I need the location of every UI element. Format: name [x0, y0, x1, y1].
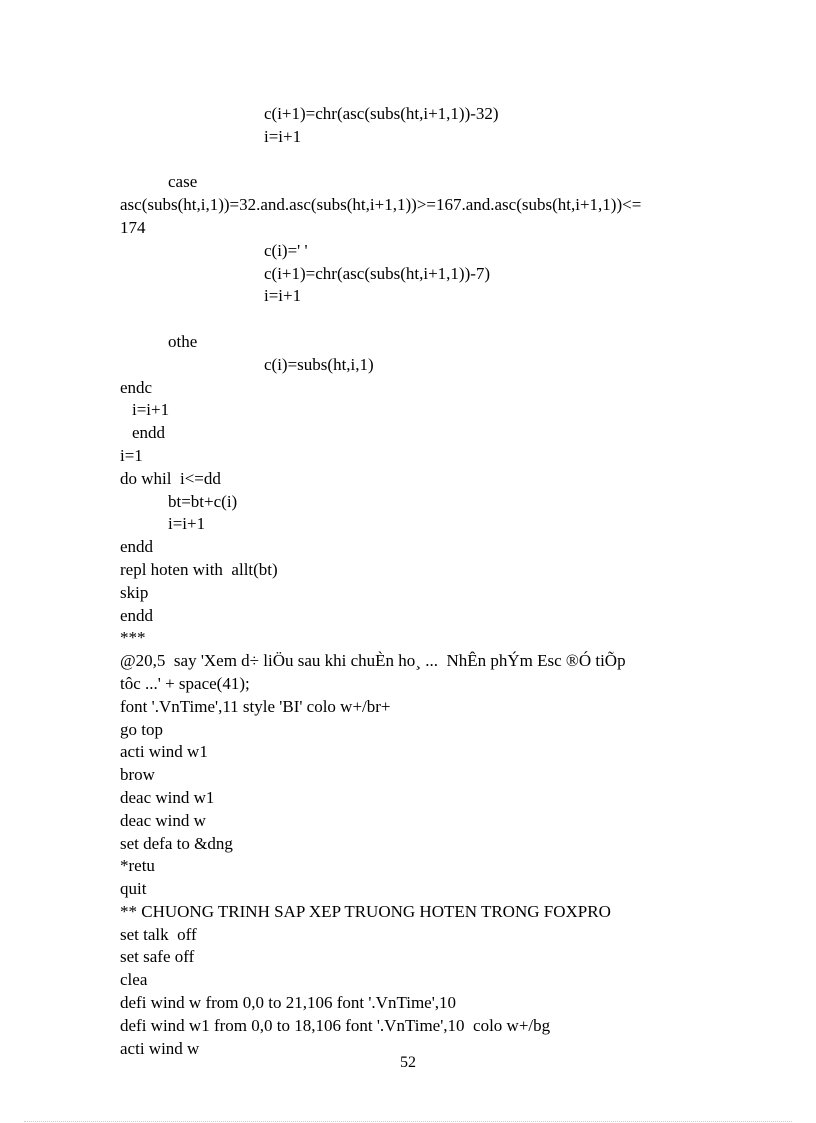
- code-line: do whil i<=dd: [120, 468, 221, 488]
- code-line: acti wind w1: [120, 742, 208, 762]
- code-line: i=i+1: [264, 126, 302, 146]
- code-line: bt=bt+c(i): [168, 491, 238, 511]
- code-line: endd: [132, 423, 166, 443]
- code-line: i=i+1: [168, 514, 206, 534]
- page-bottom-divider: [24, 1121, 792, 1122]
- code-line: ***: [120, 628, 146, 648]
- code-line: defi wind w from 0,0 to 21,106 font '.VnTime',10: [120, 993, 457, 1013]
- code-line: othe: [168, 331, 198, 351]
- code-line: tôc ...' + space(41);: [120, 673, 250, 693]
- code-line: defi wind w1 from 0,0 to 18,106 font '.VnTime',10 colo w+/bg: [120, 1015, 551, 1035]
- code-line: c(i)=subs(ht,i,1): [264, 354, 374, 374]
- code-line: ** CHUONG TRINH SAP XEP TRUONG HOTEN TRONG FOXPRO: [120, 901, 611, 921]
- code-line: font '.VnTime',11 style 'BI' colo w+/br+: [120, 696, 391, 716]
- code-line: c(i+1)=chr(asc(subs(ht,i+1,1))-32): [264, 104, 499, 123]
- code-line: set safe off: [120, 947, 195, 967]
- code-line: i=i+1: [132, 400, 170, 420]
- code-line: go top: [120, 719, 163, 739]
- code-line: case: [168, 172, 198, 192]
- code-line: i=1: [120, 445, 143, 465]
- code-line: endc: [120, 377, 153, 397]
- code-line: deac wind w1: [120, 787, 215, 807]
- code-line: c(i)=' ': [264, 240, 308, 260]
- code-line: *retu: [120, 856, 155, 876]
- code-line: endd: [120, 537, 154, 557]
- code-line: @20,5 say 'Xem d÷ liÖu sau khi chuÈn ho¸ ... NhÊn phÝm Esc ®Ó tiÕp: [120, 651, 626, 671]
- code-line: set defa to &dng: [120, 833, 233, 853]
- code-line: deac wind w: [120, 810, 206, 830]
- code-line: repl hoten with allt(bt): [120, 559, 278, 579]
- code-line: c(i+1)=chr(asc(subs(ht,i+1,1))-7): [264, 263, 491, 283]
- code-line: asc(subs(ht,i,1))=32.and.asc(subs(ht,i+1,1))>=167.and.asc(subs(ht,i+1,1))<=: [120, 195, 642, 215]
- code-line: i=i+1: [264, 286, 302, 306]
- code-line: set talk off: [120, 924, 197, 944]
- code-line: quit: [120, 879, 147, 899]
- blank-line: [120, 308, 700, 331]
- page-number: 52: [400, 1054, 416, 1071]
- code-line: acti wind w: [120, 1038, 200, 1058]
- code-line: 174: [120, 217, 146, 237]
- code-line: skip: [120, 582, 149, 602]
- code-listing: [120, 103, 700, 1060]
- code-line: endd: [120, 605, 154, 625]
- blank-line: [120, 149, 700, 172]
- code-line: clea: [120, 970, 148, 990]
- code-line: brow: [120, 765, 155, 785]
